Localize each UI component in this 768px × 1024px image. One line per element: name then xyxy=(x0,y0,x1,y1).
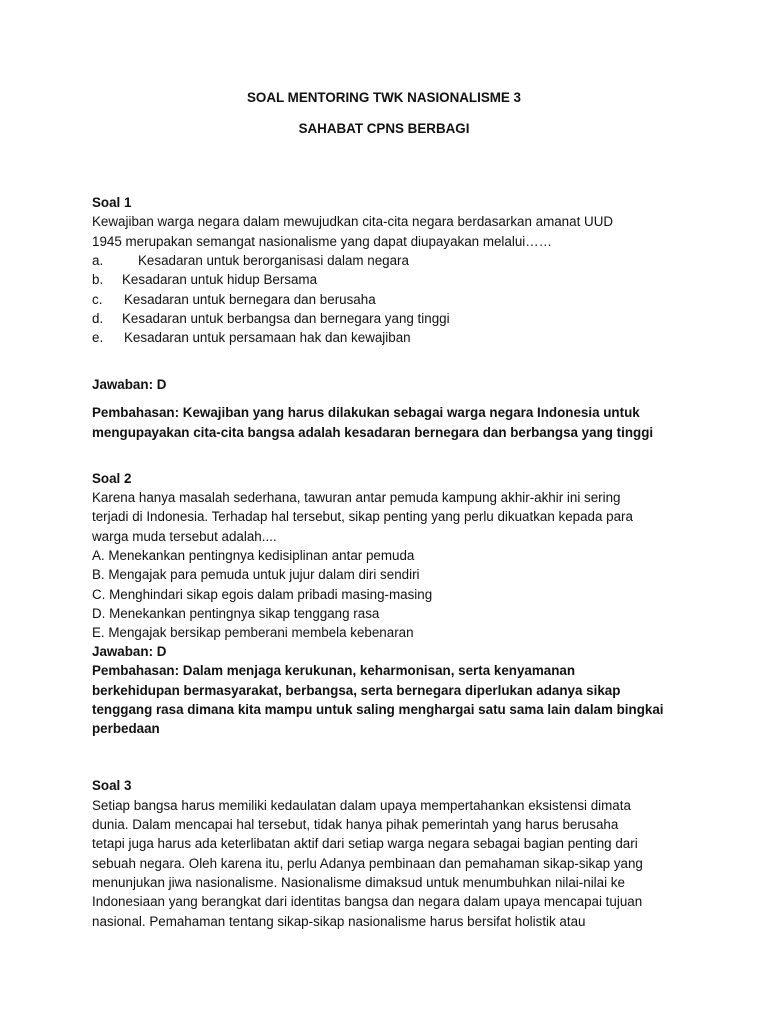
question-2-option-b: B. Mengajak para pemuda untuk jujur dalam diri sendiri xyxy=(92,567,420,582)
question-2-option-e: E. Mengajak bersikap pemberani membela kebenaran xyxy=(92,625,414,640)
question-2-option-d: D. Menekankan pentingnya sikap tenggang rasa xyxy=(92,606,380,621)
option-text: Kesadaran untuk berorganisasi dalam negara xyxy=(138,253,409,268)
question-3-text-line: Setiap bangsa harus memiliki kedaulatan dalam upaya mempertahankan eksistensi dimata xyxy=(92,798,631,813)
question-3-text-line: dunia. Dalam mencapai hal tersebut, tidak hanya pihak pemerintah yang harus berusaha xyxy=(92,817,619,832)
option-letter: a. xyxy=(92,253,104,268)
question-1-label: Soal 1 xyxy=(92,195,132,210)
question-3-text-line: tetapi juga harus ada keterlibatan aktif dari setiap warga negara sebagai bagian penting dari xyxy=(92,836,638,851)
option-letter: e. xyxy=(92,330,104,345)
question-3-text-line: sebuah negara. Oleh karena itu, perlu Adanya pembinaan dan pemahaman sikap-sikap yang xyxy=(92,856,643,871)
option-text: Kesadaran untuk hidup Bersama xyxy=(122,272,318,287)
question-2-answer: Jawaban: D xyxy=(92,644,167,659)
question-2-text-line: Karena hanya masalah sederhana, tawuran antar pemuda kampung akhir-akhir ini sering xyxy=(92,490,621,505)
option-letter: b. xyxy=(92,272,104,287)
question-2-explanation-line: perbedaan xyxy=(92,721,160,736)
option-text: Kesadaran untuk persamaan hak dan kewajiban xyxy=(124,330,411,345)
question-2-explanation-line: tenggang rasa dimana kita mampu untuk saling menghargai satu sama lain dalam bingkai xyxy=(92,702,664,717)
question-1-option-a xyxy=(92,251,409,270)
question-1-explanation-line: mengupayakan cita-cita bangsa adalah kesadaran bernegara dan berbangsa yang tinggi xyxy=(92,425,654,440)
question-1-option-d xyxy=(92,309,450,328)
question-2-explanation-line: berkehidupan bermasyarakat, berbangsa, serta bernegara diperlukan adanya sikap xyxy=(92,683,621,698)
question-2-text-line: warga muda tersebut adalah.... xyxy=(92,529,277,544)
question-3-text-line: menunjukan jiwa nasionalisme. Nasionalisme dimaksud untuk menumbuhkan nilai-nilai ke xyxy=(92,875,625,890)
question-2-text-line: terjadi di Indonesia. Terhadap hal tersebut, sikap penting yang perlu dikuatkan kepada para xyxy=(92,509,633,524)
question-1-text-line: Kewajiban warga negara dalam mewujudkan cita-cita negara berdasarkan amanat UUD xyxy=(92,214,614,229)
question-1-text-line: 1945 merupakan semangat nasionalisme yang dapat diupayakan melalui…… xyxy=(92,234,553,249)
question-1-option-c xyxy=(92,290,376,309)
question-2-option-c: C. Menghindari sikap egois dalam pribadi masing-masing xyxy=(92,587,433,602)
question-3-text-line: nasional. Pemahaman tentang sikap-sikap nasionalisme harus bersifat holistik atau xyxy=(92,914,586,929)
option-text: Kesadaran untuk bernegara dan berusaha xyxy=(124,292,376,307)
question-3-label: Soal 3 xyxy=(92,778,132,793)
question-1-option-b xyxy=(92,270,317,289)
question-2-label: Soal 2 xyxy=(92,471,132,486)
question-1-answer: Jawaban: D xyxy=(92,377,167,392)
question-1-explanation-line: Pembahasan: Kewajiban yang harus dilakukan sebagai warga negara Indonesia untuk xyxy=(92,405,640,420)
question-2-explanation-line: Pembahasan: Dalam menjaga kerukunan, keharmonisan, serta kenyamanan xyxy=(92,663,576,678)
question-2-option-a: A. Menekankan pentingnya kedisiplinan antar pemuda xyxy=(92,548,415,563)
question-3-text-line: Indonesiaan yang berangkat dari identitas bangsa dan negara dalam upaya mencapai tujuan xyxy=(92,894,643,909)
question-1-option-e xyxy=(92,328,411,347)
option-text: Kesadaran untuk berbangsa dan bernegara yang tinggi xyxy=(122,311,450,326)
option-letter: c. xyxy=(92,292,103,307)
document-subtitle: SAHABAT CPNS BERBAGI xyxy=(298,121,470,136)
document-title: SOAL MENTORING TWK NASIONALISME 3 xyxy=(246,90,522,105)
option-letter: d. xyxy=(92,311,104,326)
